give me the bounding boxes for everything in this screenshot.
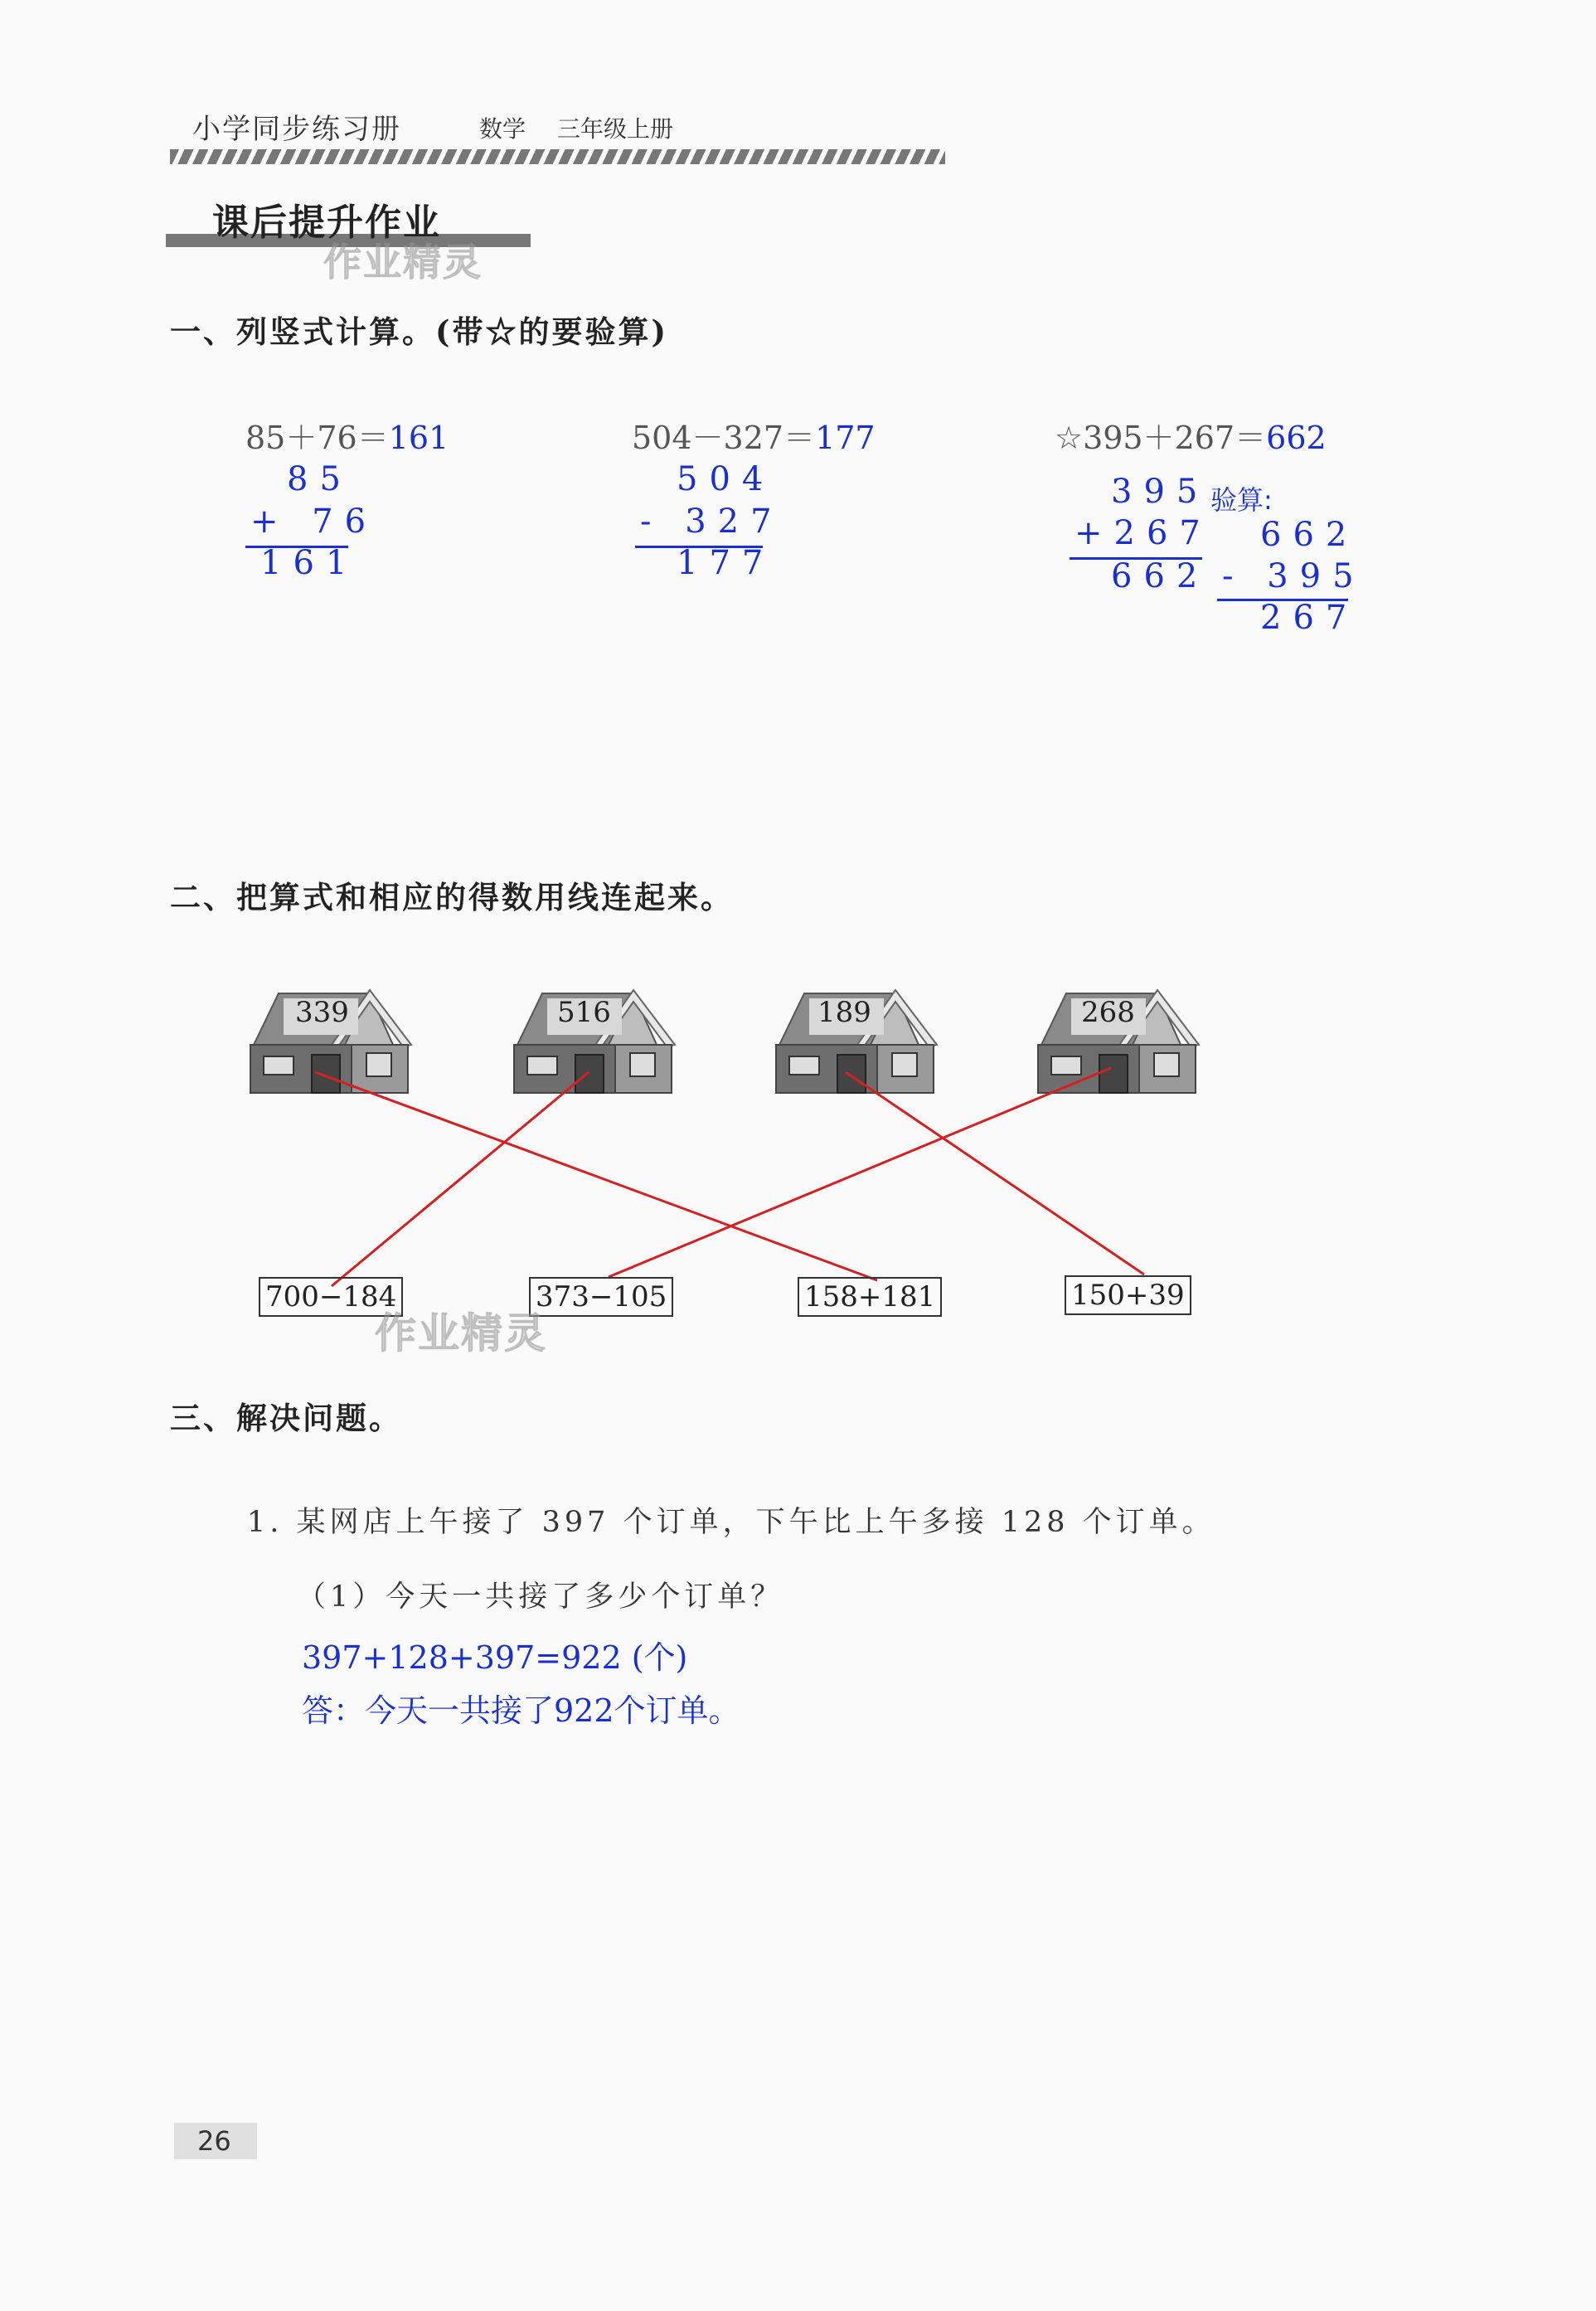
match-line-516 <box>332 1072 589 1286</box>
problem3-top-number: 395 <box>1111 473 1210 511</box>
part2-heading: 二、把算式和相应的得数用线连起来。 <box>170 879 734 915</box>
book-title: 小学同步练习册 <box>192 113 401 146</box>
expression-box-1: 700−184 <box>259 1277 403 1317</box>
problem3-expression: ☆395＋267＝662 <box>1055 420 1327 456</box>
problem-statement-1: 1. 某网店上午接了 397 个订单，下午比上午多接 128 个订单。 <box>247 1506 1215 1539</box>
expression-box-2: 373−105 <box>529 1277 673 1317</box>
problem2-top-number: 504 <box>677 460 775 498</box>
section-title: 课后提升作业 <box>212 201 441 244</box>
solution-answer: 答：今天一共接了922个订单。 <box>302 1692 740 1729</box>
problem3-result: 662 <box>1111 557 1210 595</box>
expression-box-3: 158+181 <box>798 1277 942 1317</box>
match-line-339 <box>315 1072 877 1280</box>
part1-heading: 一、列竖式计算。(带☆的要验算) <box>170 313 669 350</box>
house-number-3: 189 <box>817 996 871 1029</box>
sub-question-1: （1）今天一共接了多少个订单？ <box>297 1580 784 1614</box>
solution-formula: 397+128+397=922 (个) <box>302 1639 688 1676</box>
problem2-result: 177 <box>677 544 775 582</box>
check-label: 验算: <box>1210 484 1273 516</box>
problem2-expression: 504－327＝177 <box>632 420 876 456</box>
match-line-189 <box>846 1072 1144 1274</box>
problem1-top-number: 85 <box>287 460 352 498</box>
check-operation-line: - 395 <box>1222 557 1366 595</box>
page-number: 26 <box>174 2123 257 2159</box>
house-number-1: 339 <box>295 996 349 1029</box>
check-result: 267 <box>1260 599 1359 637</box>
problem3-answer: 662 <box>1266 420 1327 456</box>
problem3-operation-line: +267 <box>1075 514 1212 552</box>
grade-label: 三年级上册 <box>557 115 674 143</box>
check-top-number: 662 <box>1260 516 1359 554</box>
part3-heading: 三、解决问题。 <box>170 1400 402 1436</box>
match-line-268 <box>609 1068 1111 1277</box>
subject-label: 数学 <box>479 115 526 143</box>
expression-box-4: 150+39 <box>1065 1275 1191 1315</box>
problem1-result: 161 <box>260 544 359 582</box>
watermark-top: 作业精灵 <box>323 240 483 284</box>
problem2-operation-line: - 327 <box>640 502 783 541</box>
problem1-answer: 161 <box>388 420 449 456</box>
house-number-4: 268 <box>1081 996 1135 1029</box>
problem1-expression: 85＋76＝161 <box>245 420 449 456</box>
watermark-middle: 作业精灵 <box>375 1309 547 1357</box>
house-number-2: 516 <box>557 996 611 1029</box>
problem1-operation-line: + 76 <box>250 502 378 541</box>
problem2-answer: 177 <box>815 420 876 456</box>
